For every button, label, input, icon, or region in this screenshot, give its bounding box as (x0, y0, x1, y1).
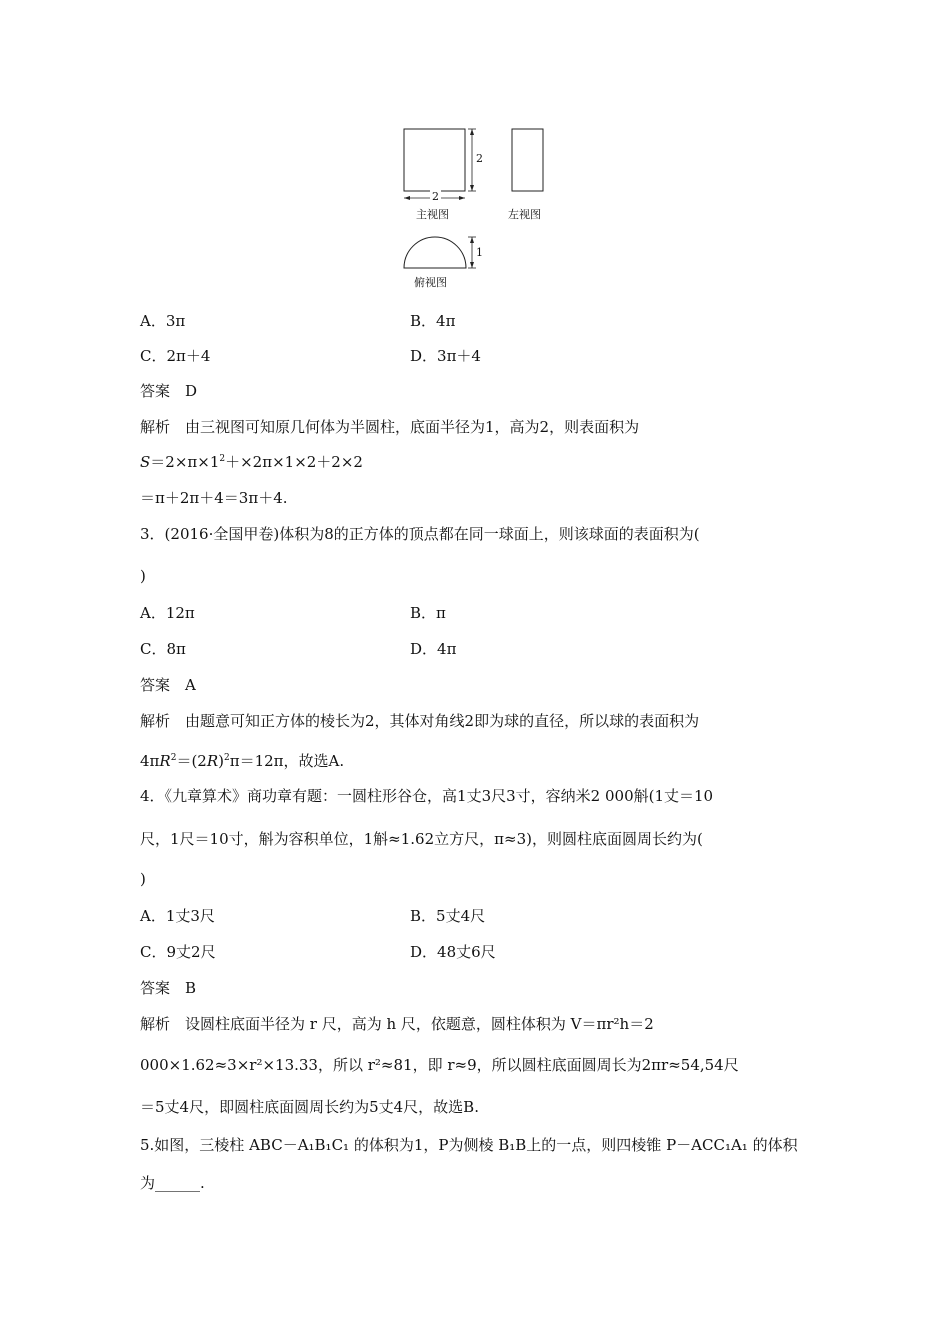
front-view-label: 主视图 (416, 208, 449, 221)
q4-analysis-3: ＝5丈4尺，即圆柱底面圆周长约为5丈4尺，故选B. (140, 1098, 479, 1116)
q3-formula: $4\pi R^2=(2R)^2\pi=12\pi$，故选A. (140, 752, 345, 770)
q3-option-c: C．8π (140, 640, 186, 658)
q4-analysis-1: 解析 设圆柱底面半径为 r 尺，高为 h 尺，依题意，圆柱体积为 V＝πr²h＝2 (140, 1015, 654, 1033)
side-view-label: 左视图 (508, 208, 541, 221)
front-view-square (404, 129, 465, 191)
dim-width-label: 2 (432, 190, 439, 203)
q2-answer: 答案 D (140, 382, 198, 400)
q2-formula-2: ＝π＋2π＋4＝3π＋4. (140, 489, 288, 507)
q3-stem-1: 3．(2016·全国甲卷)体积为8的正方体的顶点都在同一球面上，则该球面的表面积为( (140, 525, 700, 543)
q4-stem-2: 尺，1尺＝10寸，斛为容积单位，1斛≈1.62立方尺，π≈3)，则圆柱底面圆周长约为( (140, 830, 703, 848)
top-view-label: 俯视图 (414, 276, 447, 289)
q4-option-b: B．5丈4尺 (410, 907, 486, 925)
q2-option-c: C．2π＋4 (140, 347, 211, 365)
q4-option-c: C．9丈2尺 (140, 943, 216, 961)
q3-answer: 答案 A (140, 676, 196, 694)
q4-option-a: A．1丈3尺 (140, 907, 215, 925)
side-view-rect (512, 129, 543, 191)
q2-option-d: D．3π＋4 (410, 347, 481, 365)
three-view-figure (0, 0, 950, 300)
q2-option-a: A．3π (140, 312, 186, 330)
top-view-semicircle (404, 237, 466, 268)
q5-stem-1: 5.如图，三棱柱 ABC－A₁B₁C₁ 的体积为1，P为侧棱 B₁B上的一点，则四棱锥 P－ACC₁A₁ 的体积 (140, 1136, 798, 1154)
q3-option-b: B．π (410, 604, 446, 622)
q4-option-d: D．48丈6尺 (410, 943, 496, 961)
q3-option-d: D．4π (410, 640, 457, 658)
q3-option-a: A．12π (140, 604, 195, 622)
q3-analysis: 解析 由题意可知正方体的棱长为2，其体对角线2即为球的直径，所以球的表面积为 (140, 712, 700, 730)
q2-option-b: B．4π (410, 312, 456, 330)
q4-stem-1: 4．《九章算术》商功章有题：一圆柱形谷仓，高1丈3尺3寸，容纳米2 000斛(1丈＝10 (140, 787, 714, 805)
q4-answer: 答案 B (140, 979, 197, 997)
q4-stem-3: ) (140, 870, 146, 888)
q5-stem-2: 为______. (140, 1174, 205, 1192)
dim-radius-label: 1 (476, 246, 483, 259)
q4-analysis-2: 000×1.62≈3×r²×13.33，所以 r²≈81，即 r≈9，所以圆柱底面圆周长为2πr≈54,54尺 (140, 1056, 739, 1074)
q2-analysis: 解析 由三视图可知原几何体为半圆柱，底面半径为1，高为2，则表面积为 (140, 418, 640, 436)
dim-height-label: 2 (476, 152, 483, 165)
q3-stem-2: ) (140, 567, 146, 585)
q2-formula-1: $S=2\times\pi\times 1^2+\times 2\pi\times 1\times 2+2\times 2$ (140, 453, 363, 471)
